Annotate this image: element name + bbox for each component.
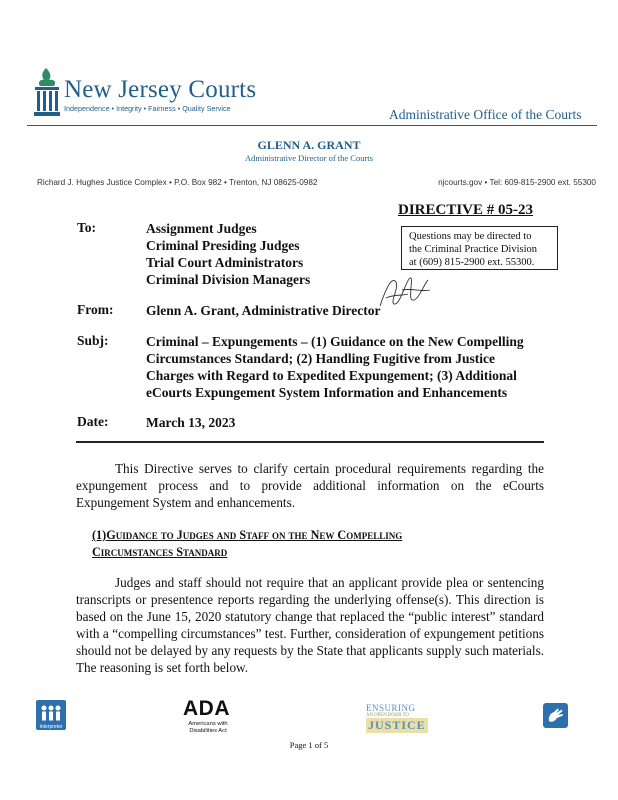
ensuring-logo-line2: AN OPEN DOOR TO xyxy=(366,713,409,718)
subject-label: Subj: xyxy=(77,333,109,348)
header-divider xyxy=(27,125,597,126)
sign-language-icon xyxy=(543,703,568,728)
director-title: Administrative Director of the Courts xyxy=(245,153,373,163)
memo-divider xyxy=(76,441,544,443)
recipient: Criminal Presiding Judges xyxy=(146,238,300,253)
mailing-address: Richard J. Hughes Justice Complex • P.O. Box 982 • Trenton, NJ 08625-0982 xyxy=(37,178,318,187)
ensuring-logo-line1: ENSURING xyxy=(366,703,416,713)
date-value: March 13, 2023 xyxy=(146,415,236,430)
nj-courts-logo-icon xyxy=(32,66,62,118)
questions-box: Questions may be directed to the Criminal Practice Division at (609) 815-2900 ext. 55300. xyxy=(401,226,558,270)
contact-info: njcourts.gov • Tel: 609-815-2900 ext. 55300 xyxy=(438,178,596,187)
signature-mark xyxy=(372,268,434,312)
recipient-list xyxy=(146,220,310,288)
recipient: Criminal Division Managers xyxy=(146,272,311,287)
office-name: Administrative Office of the Courts xyxy=(389,107,582,122)
org-name: New Jersey Courts xyxy=(64,76,257,103)
from-label: From: xyxy=(77,302,114,317)
recipient: Assignment Judges xyxy=(146,221,257,236)
section-1-paragraph: Judges and staff should not require that an applicant provide plea or sentencing transcripts or presentence reports regarding the underlying offense(s). This direction is based on the June 15, 2020 statutory change that replaced the “public interest” standard with a “compelling circumstances” test. Further, consideration of expungement petitions should not be delayed by any requests by the State that applicants supply such materials. The reasoning is set forth below. xyxy=(76,575,544,675)
intro-paragraph: This Directive serves to clarify certain procedural requirements regarding the expungement process and to provide additional information on the eCourts Expungement System and enhancements. xyxy=(76,461,544,510)
page-number: Page 1 of 5 xyxy=(289,740,329,750)
subject-value: Criminal – Expungements – (1) Guidance on the New Compelling Circumstances Standard; (2) Handling Fugitive from Justice Charges with Regard to Expedited Expungement; (3) Additional eCourts Expungement System Information and Enhancements xyxy=(146,334,524,400)
date-label: Date: xyxy=(77,414,109,429)
ada-subtitle: Americans with Disabilities Act xyxy=(188,721,228,734)
recipient: Trial Court Administrators xyxy=(146,255,304,270)
from-value: Glenn A. Grant, Administrative Director xyxy=(146,303,381,318)
section-1-heading: (1)Guidance to Judges and Staff on the New Compelling Circumstances Standard xyxy=(92,528,403,559)
director-name: GLENN A. GRANT xyxy=(257,138,361,152)
to-label: To: xyxy=(77,220,97,235)
interpreter-label: Interpreter xyxy=(39,724,63,730)
org-tagline: Independence • Integrity • Fairness • Quality Service xyxy=(64,104,231,113)
ensuring-logo-line3: JUSTICE xyxy=(368,718,426,732)
ada-logo: ADA xyxy=(183,697,230,720)
directive-number: DIRECTIVE # 05-23 xyxy=(398,202,534,218)
